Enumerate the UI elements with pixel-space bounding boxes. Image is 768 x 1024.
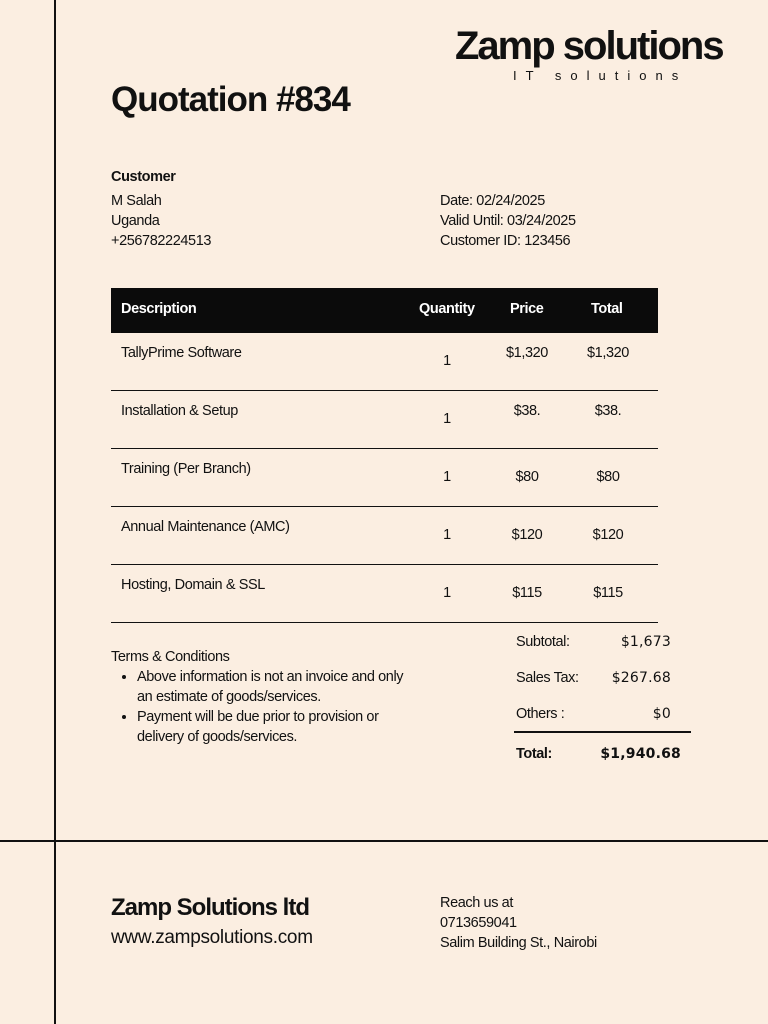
row-total: $120 bbox=[592, 527, 624, 543]
customer-id: Customer ID: 123456 bbox=[440, 233, 571, 249]
table-row bbox=[111, 333, 658, 391]
terms-block bbox=[111, 647, 411, 747]
row-total: $115 bbox=[593, 585, 623, 601]
others-line bbox=[516, 702, 691, 738]
tax-line bbox=[516, 666, 691, 702]
footer-company-block bbox=[111, 893, 313, 953]
items-table bbox=[111, 288, 658, 623]
row-description: Annual Maintenance (AMC) bbox=[121, 519, 290, 535]
row-description: TallyPrime Software bbox=[121, 345, 242, 361]
row-total: $1,320 bbox=[587, 345, 629, 361]
quote-valid-until: Valid Until: 03/24/2025 bbox=[440, 213, 576, 229]
subtotal-line bbox=[516, 630, 691, 666]
terms-heading: Terms & Conditions bbox=[111, 649, 230, 665]
quote-meta bbox=[440, 191, 576, 251]
terms-item: • Payment will be due prior to provision or delivery of goods/services. bbox=[137, 707, 411, 747]
header-quantity: Quantity bbox=[419, 301, 475, 317]
row-price: $115 bbox=[512, 585, 542, 601]
customer-country: Uganda bbox=[111, 213, 160, 229]
footer-contact-block bbox=[440, 893, 597, 953]
customer-name: M Salah bbox=[111, 193, 162, 209]
table-row bbox=[111, 391, 658, 449]
page-title: Quotation #834 bbox=[111, 80, 350, 119]
customer-phone: +256782224513 bbox=[111, 233, 212, 249]
row-total: $38. bbox=[594, 403, 622, 419]
table-header bbox=[111, 288, 658, 333]
terms-item: • Above information is not an invoice and only an estimate of goods/services. bbox=[137, 667, 411, 707]
grand-total-label: Total: bbox=[516, 746, 552, 762]
customer-heading: Customer bbox=[111, 169, 176, 185]
row-description: Installation & Setup bbox=[121, 403, 238, 419]
header-description: Description bbox=[121, 301, 197, 317]
footer-website: www.zampsolutions.com bbox=[111, 927, 313, 948]
row-description: Hosting, Domain & SSL bbox=[121, 577, 265, 593]
others-value: $0 bbox=[652, 706, 671, 722]
header-price: Price bbox=[510, 301, 544, 317]
quote-date: Date: 02/24/2025 bbox=[440, 193, 545, 209]
row-quantity: 1 bbox=[443, 527, 451, 543]
contact-address: Salim Building St., Nairobi bbox=[440, 935, 597, 951]
totals-divider bbox=[514, 731, 691, 733]
row-quantity: 1 bbox=[443, 585, 451, 601]
row-quantity: 1 bbox=[443, 353, 451, 369]
row-quantity: 1 bbox=[443, 411, 451, 427]
row-price: $1,320 bbox=[506, 345, 548, 361]
row-price: $120 bbox=[511, 527, 543, 543]
terms-list bbox=[111, 667, 411, 747]
table-row bbox=[111, 449, 658, 507]
others-label: Others : bbox=[516, 706, 565, 722]
subtotal-value: $1,673 bbox=[620, 634, 671, 650]
brand-tagline: IT solutions bbox=[513, 68, 688, 83]
frame-vertical-line bbox=[54, 0, 56, 1024]
grand-total-line bbox=[516, 742, 691, 778]
header-total: Total bbox=[591, 301, 623, 317]
row-price: $80 bbox=[515, 469, 539, 485]
totals-block bbox=[516, 630, 691, 778]
frame-horizontal-line bbox=[0, 840, 768, 842]
grand-total-value: $1,940.68 bbox=[600, 746, 681, 762]
tax-label: Sales Tax: bbox=[516, 670, 579, 686]
row-description: Training (Per Branch) bbox=[121, 461, 251, 477]
subtotal-label: Subtotal: bbox=[516, 634, 570, 650]
tax-value: $267.68 bbox=[611, 670, 671, 686]
table-row bbox=[111, 507, 658, 565]
brand-logo bbox=[455, 24, 745, 83]
contact-heading: Reach us at bbox=[440, 895, 513, 911]
footer-company-name: Zamp Solutions ltd bbox=[111, 894, 309, 921]
row-price: $38. bbox=[513, 403, 541, 419]
customer-block bbox=[111, 167, 211, 251]
row-total: $80 bbox=[596, 469, 620, 485]
brand-name: Zamp solutions bbox=[455, 24, 723, 68]
row-quantity: 1 bbox=[443, 469, 451, 485]
table-row bbox=[111, 565, 658, 623]
contact-phone: 0713659041 bbox=[440, 915, 517, 931]
